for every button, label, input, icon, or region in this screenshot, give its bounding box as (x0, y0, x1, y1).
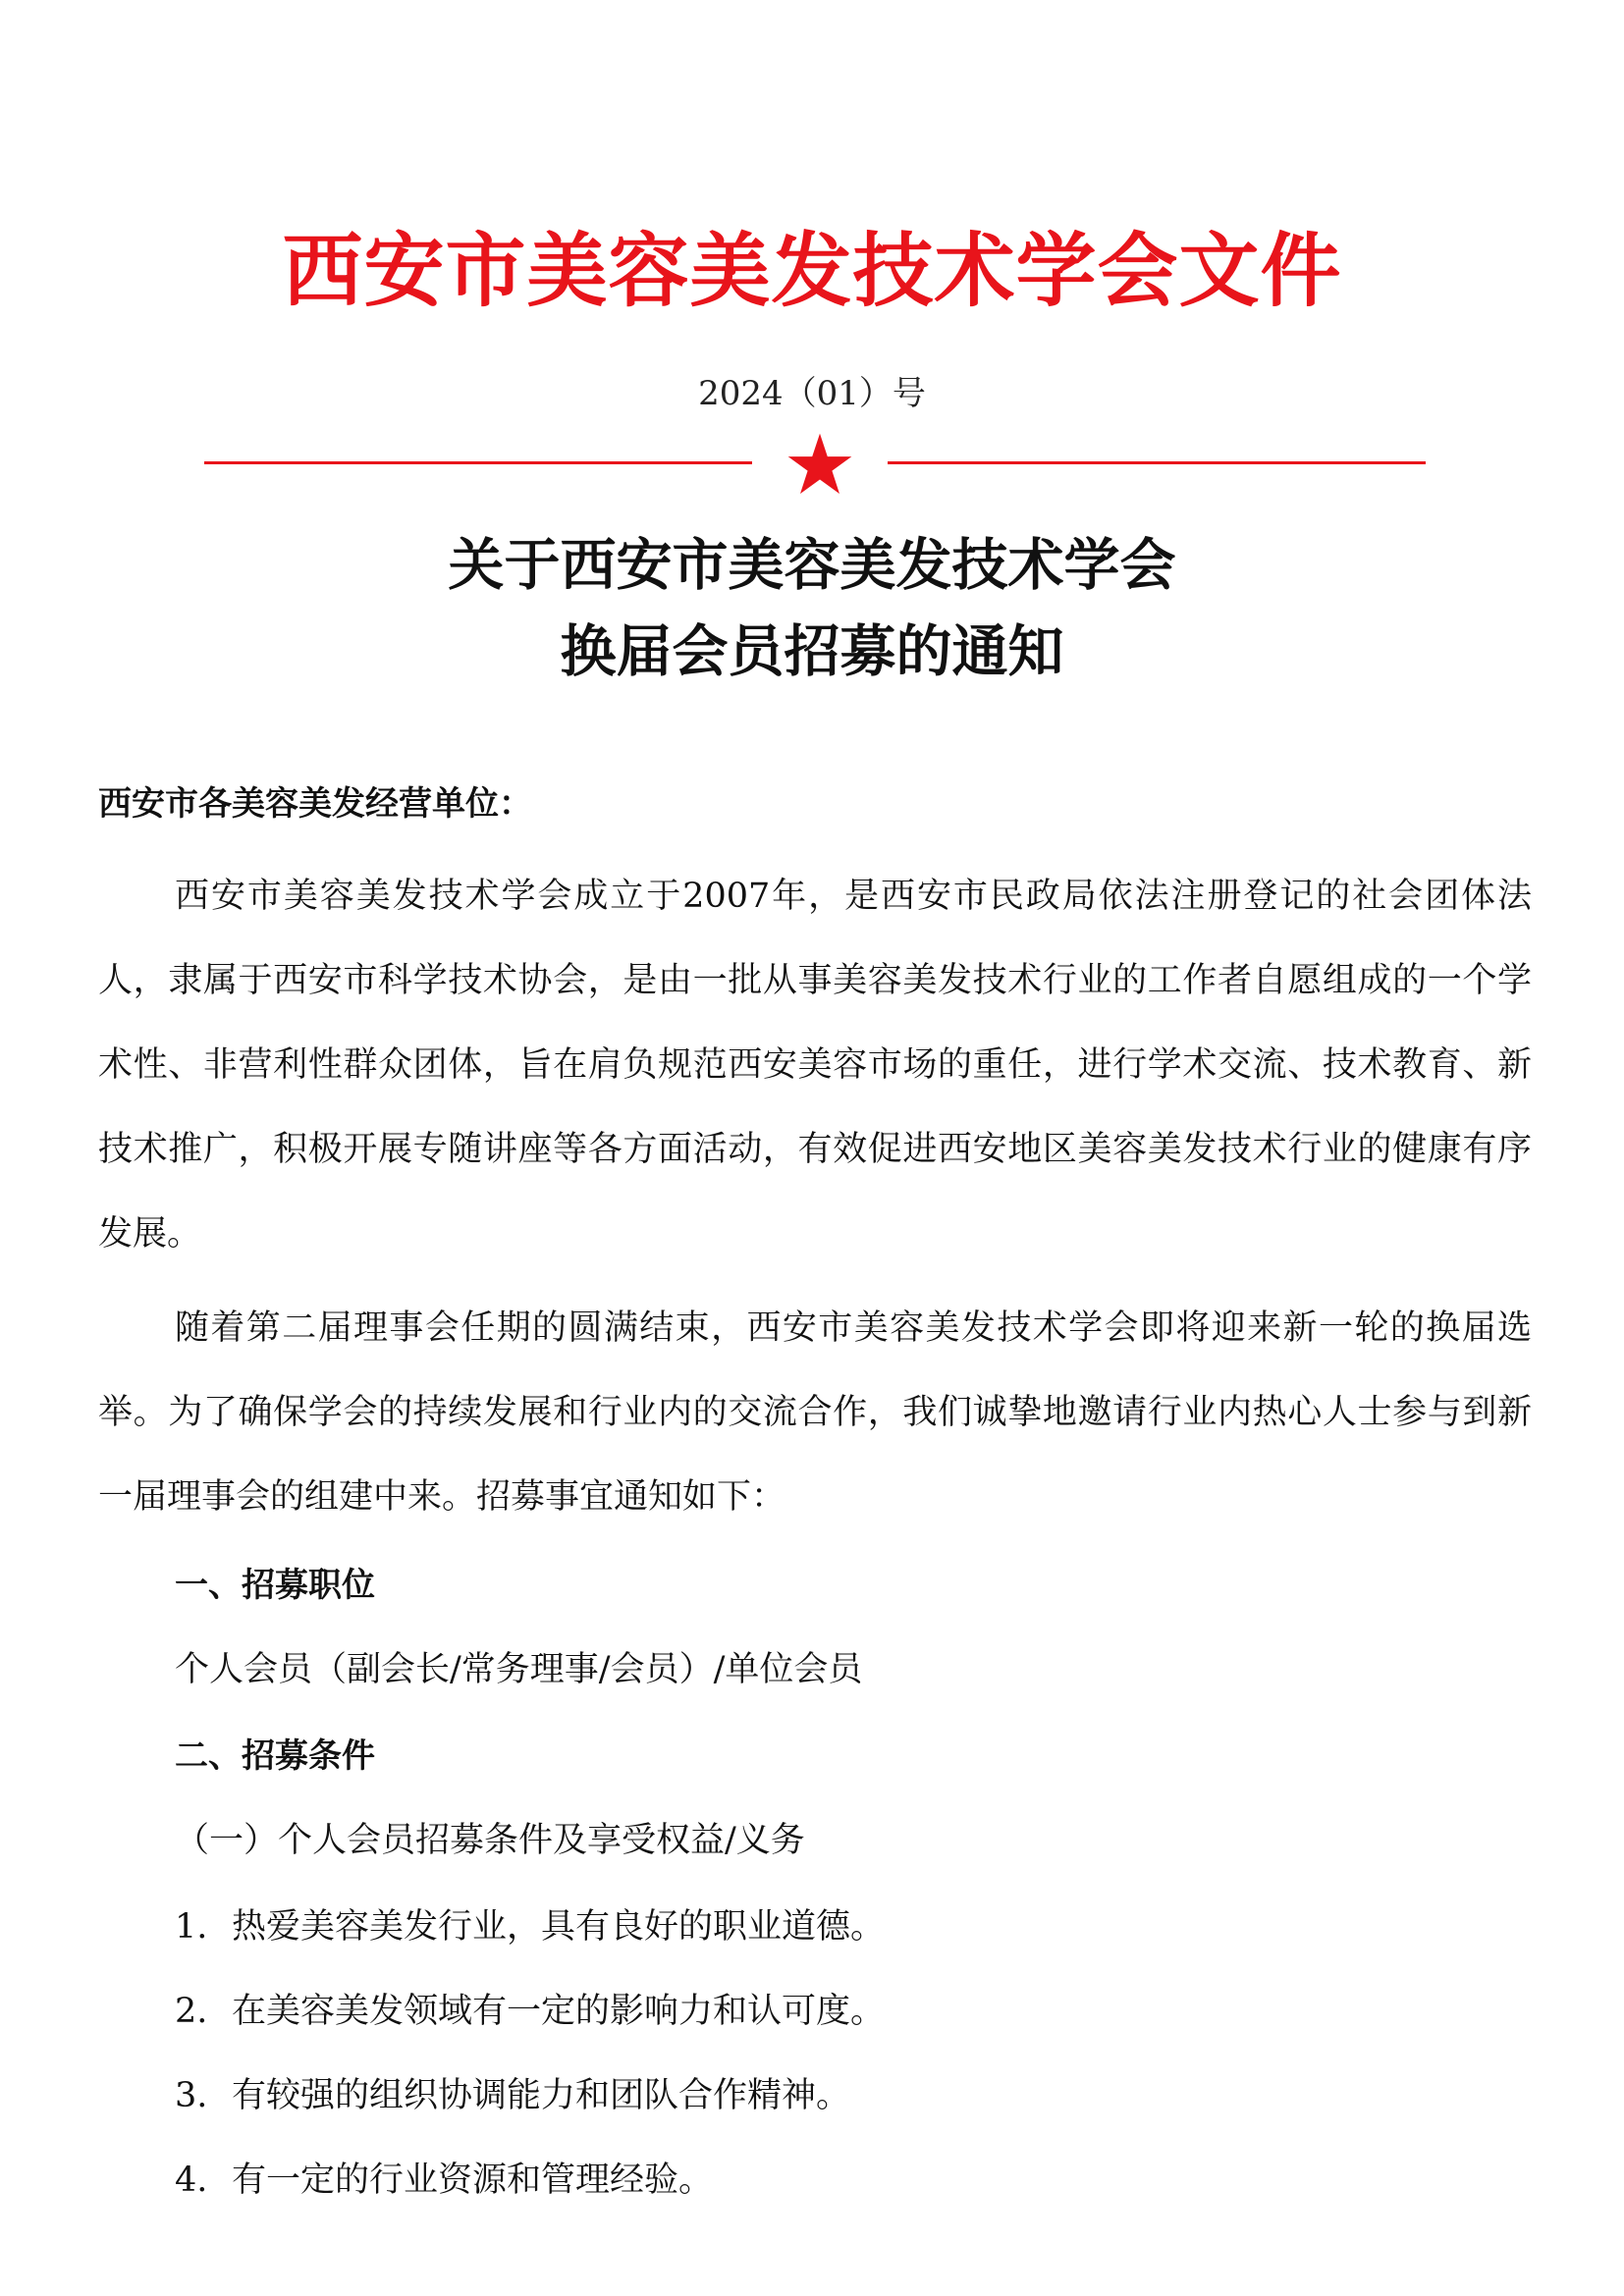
section1-heading: 一、招募职位 (175, 1566, 375, 1605)
document-number: 2024（01）号 (698, 374, 926, 413)
paragraph-intro: 西安市美容美发技术学会成立于2007年，是西安市民政局依法注册登记的社会团体法人，隶属于西安市科学技术协会，是由一批从事美容美发技术行业的工作者自愿组成的一个学术性、非营利性群众团体，旨在肩负规范西安美容市场的重任，进行学术交流、技术教育、新技术推广，积极开展专随讲座等各方面活动，有效促进西安地区美容美发技术行业的健康有序发展。 (98, 877, 1532, 1254)
notice-title-line1: 关于西安市美容美发技术学会 (448, 533, 1176, 598)
notice-title-line2: 换届会员招募的通知 (560, 619, 1064, 684)
condition-number: 3. (175, 2076, 208, 2115)
section1-content: 个人会员（副会长/常务理事/会员）/单位会员 (175, 1650, 863, 1689)
condition-text: 有一定的行业资源和管理经验。 (232, 2161, 714, 2200)
condition-text: 有较强的组织协调能力和团队合作精神。 (232, 2076, 851, 2115)
subsection1-heading: （一）个人会员招募条件及享受权益/义务 (175, 1821, 805, 1860)
condition-number: 1. (175, 1907, 208, 1947)
star-shape (788, 434, 852, 494)
condition-item (175, 2076, 851, 2115)
paragraph-election: 随着第二届理事会任期的圆满结束，西安市美容美发技术学会即将迎来新一轮的换届选举。为了确保学会的持续发展和行业内的交流合作，我们诚挚地邀请行业内热心人士参与到新一届理事会的组建中来。招募事宜通知如下： (98, 1308, 1532, 1517)
salutation: 西安市各美容美发经营单位： (98, 784, 532, 824)
red-rule-right (888, 461, 1426, 464)
condition-item (175, 1992, 886, 2031)
red-rule-left (204, 461, 752, 464)
section2-heading: 二、招募条件 (175, 1736, 375, 1776)
condition-number: 4. (175, 2161, 208, 2200)
condition-text: 在美容美发领域有一定的影响力和认可度。 (232, 1992, 886, 2031)
condition-item (175, 2163, 713, 2198)
condition-text: 热爱美容美发行业，具有良好的职业道德。 (232, 1907, 886, 1947)
star-icon (787, 432, 852, 495)
condition-item (175, 1907, 886, 1947)
org-file-title: 西安市美容美发技术学会文件 (282, 225, 1342, 318)
condition-number: 2. (175, 1992, 208, 2031)
